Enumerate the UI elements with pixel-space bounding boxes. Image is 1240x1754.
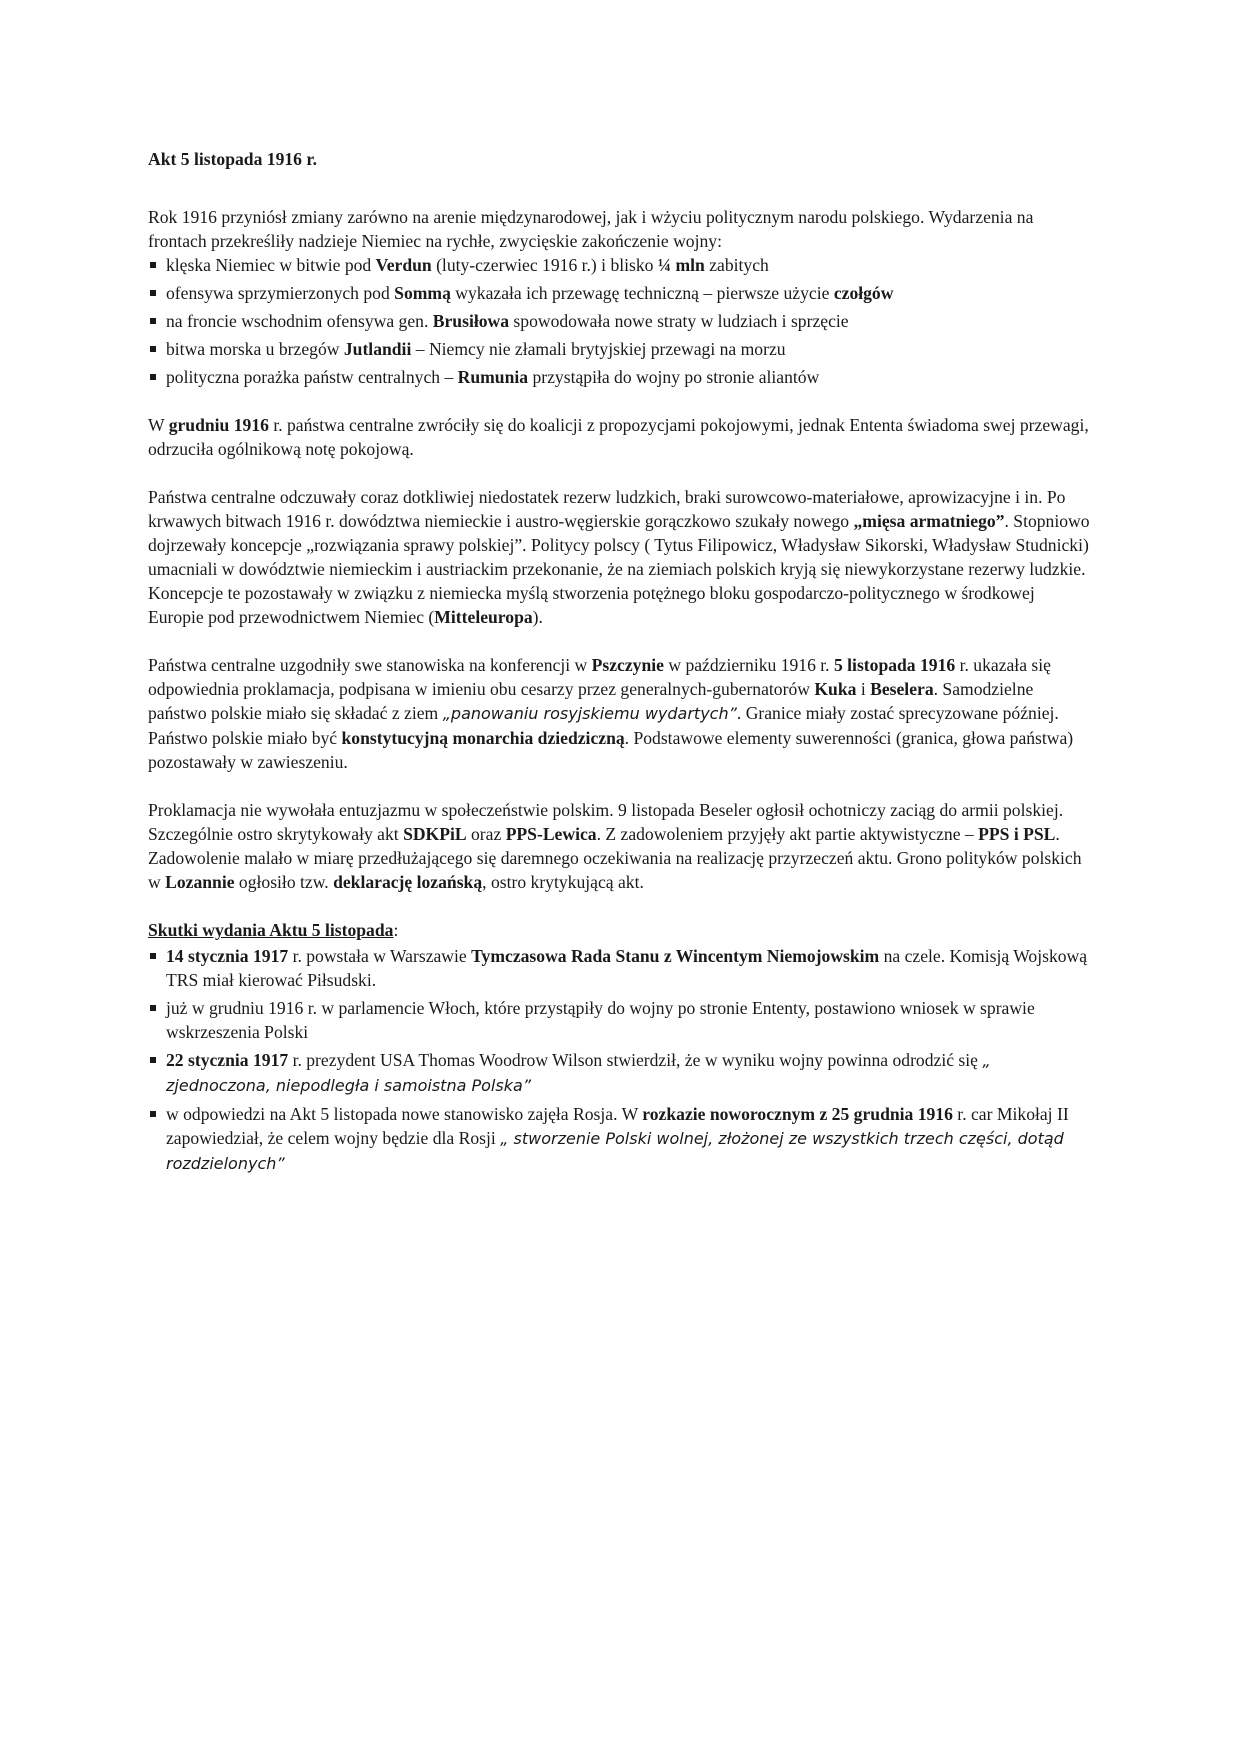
intro-line-2: Wydarzenia na frontach przekreśliły nadzieje Niemiec na rychłe, zwycięskie zakończenie wojny:	[148, 207, 1034, 251]
intro-paragraph	[148, 205, 1091, 253]
list-item: w odpowiedzi na Akt 5 listopada nowe stanowisko zajęła Rosja. W rozkazie noworocznym z 25 grudnia 1916 r. car Mikołaj II zapowiedział, że celem wojny będzie dla Rosji „ stworzenie Polski wolnej, złożonej ze wszystkich trzech części, dotąd rozdzielonych”	[148, 1102, 1091, 1176]
paragraph-central-powers: Państwa centralne odczuwały coraz dotkliwiej niedostatek rezerw ludzkich, braki surowcowo-materiałowe, aprowizacyjne i in. Po krwawych bitwach 1916 r. dowództwa niemieckie i austro-węgierskie gorączkowo szukały nowego „mięsa armatniego”. Stopniowo dojrzewały koncepcje „rozwiązania sprawy polskiej”. Politycy polscy ( Tytus Filipowicz, Władysław Sikorski, Władysław Studnicki) umacniali w dowództwie niemieckim i austriackim przekonanie, że na ziemiach polskich kryją się niewykorzystane rezerwy ludzkie. Koncepcje te pozostawały w związku z niemiecka myślą stworzenia potężnego bloku gospodarczo-politycznego w środkowej Europie pod przewodnictwem Niemiec (Mitteleuropa).	[148, 487, 1090, 627]
war-events-list	[148, 253, 1091, 389]
intro-line-1: Rok 1916 przyniósł zmiany zarówno na arenie międzynarodowej, jak i wżyciu politycznym narodu polskiego.	[148, 207, 925, 227]
list-item: na froncie wschodnim ofensywa gen. Brusiłowa spowodowała nowe straty w ludziach i sprzęcie	[148, 309, 1091, 333]
paragraph-peace-proposal: W grudniu 1916 r. państwa centralne zwróciły się do koalicji z propozycjami pokojowymi, jednak Ententa świadoma swej przewagi, odrzuciła ogólnikową notę pokojową.	[148, 415, 1089, 459]
list-item: ofensywa sprzymierzonych pod Sommą wykazała ich przewagę techniczną – pierwsze użycie czołgów	[148, 281, 1091, 305]
document-body	[148, 147, 1091, 1200]
list-item: polityczna porażka państw centralnych – Rumunia przystąpiła do wojny po stronie aliantów	[148, 365, 1091, 389]
paragraph-reception: Proklamacja nie wywołała entuzjazmu w społeczeństwie polskim. 9 listopada Beseler ogłosił ochotniczy zaciąg do armii polskiej. Szczególnie ostro skrytykowały akt SDKPiL oraz PPS-Lewica. Z zadowoleniem przyjęły akt partie aktywistyczne – PPS i PSL. Zadowolenie malało w miarę przedłużającego się daremnego oczekiwania na realizację przyrzeczeń aktu. Grono polityków polskich w Lozannie ogłosiło tzw. deklarację lozańską, ostro krytykującą akt.	[148, 800, 1082, 892]
list-item: klęska Niemiec w bitwie pod Verdun (luty-czerwiec 1916 r.) i blisko ¼ mln zabitych	[148, 253, 1091, 277]
list-item: 14 stycznia 1917 r. powstała w Warszawie Tymczasowa Rada Stanu z Wincentym Niemojowskim na czele. Komisją Wojskową TRS miał kierować Piłsudski.	[148, 944, 1091, 992]
effects-heading: Skutki wydania Aktu 5 listopada:	[148, 920, 399, 940]
list-item: już w grudniu 1916 r. w parlamencie Włoch, które przystąpiły do wojny po stronie Ententy, postawiono wniosek w sprawie wskrzeszenia Polski	[148, 996, 1091, 1044]
list-item: bitwa morska u brzegów Jutlandii – Niemcy nie złamali brytyjskiej przewagi na morzu	[148, 337, 1091, 361]
paragraph-proclamation: Państwa centralne uzgodniły swe stanowiska na konferencji w Pszczynie w październiku 1916 r. 5 listopada 1916 r. ukazała się odpowiednia proklamacja, podpisana w imieniu obu cesarzy przez generalnych-gubernatorów Kuka i Beselera. Samodzielne państwo polskie miało się składać z ziem „panowaniu rosyjskiemu wydartych”. Granice miały zostać sprecyzowane później. Państwo polskie miało być konstytucyjną monarchia dziedziczną. Podstawowe elementy suwerenności (granica, głowa państwa) pozostawały w zawieszeniu.	[148, 655, 1074, 772]
effects-list	[148, 944, 1091, 1176]
document-title: Akt 5 listopada 1916 r.	[148, 149, 317, 169]
list-item: 22 stycznia 1917 r. prezydent USA Thomas Woodrow Wilson stwierdził, że w wyniku wojny powinna odrodzić się „ zjednoczona, niepodległa i samoistna Polska”	[148, 1048, 1091, 1098]
